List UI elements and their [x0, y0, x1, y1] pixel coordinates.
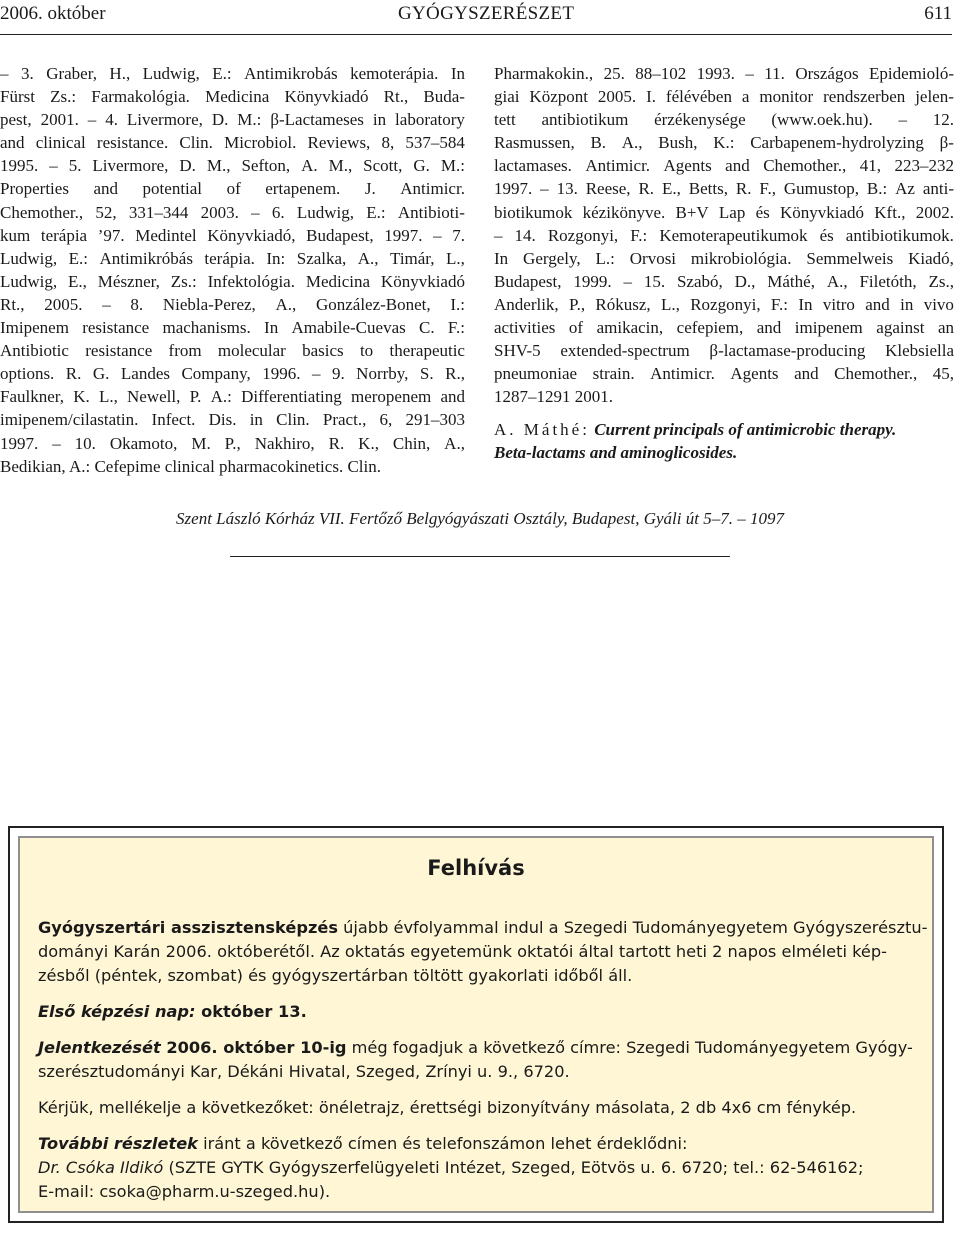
reference-line: Antibiotic resistance from molecular basics to therapeutic	[0, 341, 465, 361]
contact-label: További részletek	[38, 1134, 198, 1153]
summary-title-line2: Beta-lactams and aminoglicosides.	[494, 443, 738, 463]
references-left-column	[0, 62, 465, 478]
course-name: Gyógyszertári asszisztensképzés	[38, 918, 338, 937]
summary-author: A. Máthé:	[494, 420, 590, 440]
reference-line: 1995. – 5. Livermore, D. M., Sefton, A. M., Scott, G. M.:	[0, 156, 465, 176]
header-date: 2006. október	[0, 3, 106, 24]
application-text: még fogadjuk a következő címre: Szegedi Tudományegyetem Gyógy-	[346, 1038, 913, 1057]
reference-line: and clinical resistance. Clin. Microbiol. Reviews, 8, 537–584	[0, 133, 465, 153]
reference-line: Faulkner, K. L., Newell, P. A.: Differentiating meropenem and	[0, 387, 465, 407]
notice-line: dományi Karán 2006. októberétől. Az oktatás egyetemünk oktatói által tartott heti 2 napos elméleti kép-	[38, 942, 887, 961]
reference-line: Pharmakokin., 25. 88–102 1993. – 11. Országos Epidemioló-	[494, 64, 954, 83]
section-separator	[230, 556, 730, 557]
reference-line: Fürst Zs.: Farmakológia. Medicina Könyvkiadó Rt., Buda-	[0, 87, 465, 107]
notice-line: zésből (péntek, szombat) és gyógyszertárban töltött gyakorlati időből áll.	[38, 966, 633, 985]
reference-line: tett antibiotikum érzékenysége (www.oek.hu). – 12.	[494, 110, 954, 130]
reference-line: – 14. Rozgonyi, F.: Kemoterapeutikumok és antibiotikumok.	[494, 225, 954, 245]
notice-title: Felhívás	[427, 856, 525, 880]
notice-box-inner	[18, 836, 934, 1213]
header-rule	[0, 34, 952, 35]
reference-line: options. R. G. Landes Company, 1996. – 9. Norrby, S. R.,	[0, 364, 465, 384]
reference-line: SHV-5 extended-spectrum β-lactamase-producing Klebsiella	[494, 341, 954, 361]
notice-paragraph-application	[38, 1036, 914, 1084]
notice-paragraph-contact	[38, 1132, 914, 1204]
reference-line: giai Központ 2005. I. félévében a monitor rendszerben jelen-	[494, 87, 954, 107]
reference-line: 1997. – 13. Reese, R. E., Betts, R. F., Gumustop, B.: Az anti-	[494, 179, 954, 199]
contact-text: iránt a következő címen és telefonszámon lehet érdeklődni:	[197, 1134, 688, 1153]
reference-line: Properties and potential of ertapenem. J. Antimicr.	[0, 179, 465, 199]
reference-line: In Gergely, L.: Orvosi mikrobiológia. Semmelweis Kiadó,	[494, 248, 954, 268]
summary-title-line1: Current principals of antimicrobic therapy.	[594, 420, 897, 440]
reference-line: activities of amikacin, cefepiem, and imipenem against an	[494, 318, 954, 338]
reference-line: 1287–1291 2001.	[494, 387, 613, 407]
course-text: újabb évfolyammal indul a Szegedi Tudományegyetem Gyógyszerésztu-	[337, 918, 928, 937]
header-page-number: 611	[924, 3, 952, 24]
reference-line: biotikumok kézikönyve. B+V Lap és Könyvkiadó Kft., 2002.	[494, 202, 954, 222]
reference-line: Rt., 2005. – 8. Niebla-Perez, A., González-Bonet, I.:	[0, 294, 465, 314]
reference-line: Anderlik, P., Rókusz, L., Rozgonyi, F.: In vitro and in vivo	[494, 294, 954, 314]
notice-paragraph-attachments: Kérjük, mellékelje a következőket: önéletrajz, érettségi bizonyítvány másolata, 2 db 4x6 cm fénykép.	[38, 1098, 857, 1117]
english-summary	[494, 418, 954, 464]
contact-address: (SZTE GYTK Gyógyszerfelügyeleti Intézet, Szeged, Eötvös u. 6. 6720; tel.: 62-546162;	[163, 1158, 864, 1177]
notice-paragraph-first-day	[38, 1000, 914, 1024]
reference-line: imipenem/cilastatin. Infect. Dis. in Clin. Pract., 6, 291–303	[0, 410, 465, 430]
reference-line: Bedikian, A.: Cefepime clinical pharmacokinetics. Clin.	[0, 456, 381, 476]
reference-line: Budapest, 1999. – 15. Szabó, D., Máthé, A., Filetóth, Zs.,	[494, 271, 954, 291]
notice-line	[38, 1134, 687, 1153]
notice-line	[38, 1036, 914, 1060]
first-day-value: október 13.	[195, 1002, 307, 1021]
author-affiliation: Szent László Kórház VII. Fertőző Belgyógyászati Osztály, Budapest, Gyáli út 5–7. – 1097	[176, 509, 784, 528]
reference-line: Imipenem resistance machanisms. In Amabile-Cuevas C. F.:	[0, 318, 465, 338]
reference-line: lactamases. Antimicr. Agents and Chemother., 41, 223–232	[494, 156, 954, 176]
running-header	[0, 0, 960, 32]
first-day-label: Első képzési nap:	[38, 1002, 196, 1021]
notice-line: szerésztudományi Kar, Dékáni Hivatal, Szeged, Zrínyi u. 9., 6720.	[38, 1062, 570, 1081]
reference-line: Chemother., 52, 331–344 2003. – 6. Ludwig, E.: Antibioti-	[0, 202, 465, 222]
notice-line	[38, 916, 928, 940]
reference-line: – 3. Graber, H., Ludwig, E.: Antimikrobás kemoterápia. In	[0, 64, 465, 83]
application-deadline: 2006. október 10-ig	[160, 1038, 347, 1057]
notice-paragraph-course	[38, 916, 928, 988]
reference-line: Ludwig, E., Mészner, Zs.: Infektológia. Medicina Könyvkiadó	[0, 271, 465, 291]
reference-line: pneumoniae strain. Antimicr. Agents and Chemother., 45,	[494, 364, 954, 384]
notice-line	[38, 1158, 863, 1177]
references-right-column	[494, 62, 954, 464]
contact-email: E-mail: csoka@pharm.u-szeged.hu).	[38, 1182, 331, 1201]
notice-box	[8, 826, 944, 1223]
application-label: Jelentkezését	[38, 1038, 161, 1057]
reference-line: pest, 2001. – 4. Livermore, D. M.: β-Lactameses in laboratory	[0, 110, 465, 130]
reference-line: Rasmussen, B. A., Bush, K.: Carbapenem-hydrolyzing β-	[494, 133, 954, 153]
contact-name: Dr. Csóka Ildikó	[38, 1158, 164, 1177]
reference-line: Ludwig, E.: Antimikróbás terápia. In: Szalka, A., Timár, L.,	[0, 248, 465, 268]
header-journal-title: GYÓGYSZERÉSZET	[398, 3, 575, 24]
reference-line: kum terápia ’97. Medintel Könyvkiadó, Budapest, 1997. – 7.	[0, 225, 465, 245]
reference-line: 1997. – 10. Okamoto, M. P., Nakhiro, R. K., Chin, A.,	[0, 433, 465, 453]
